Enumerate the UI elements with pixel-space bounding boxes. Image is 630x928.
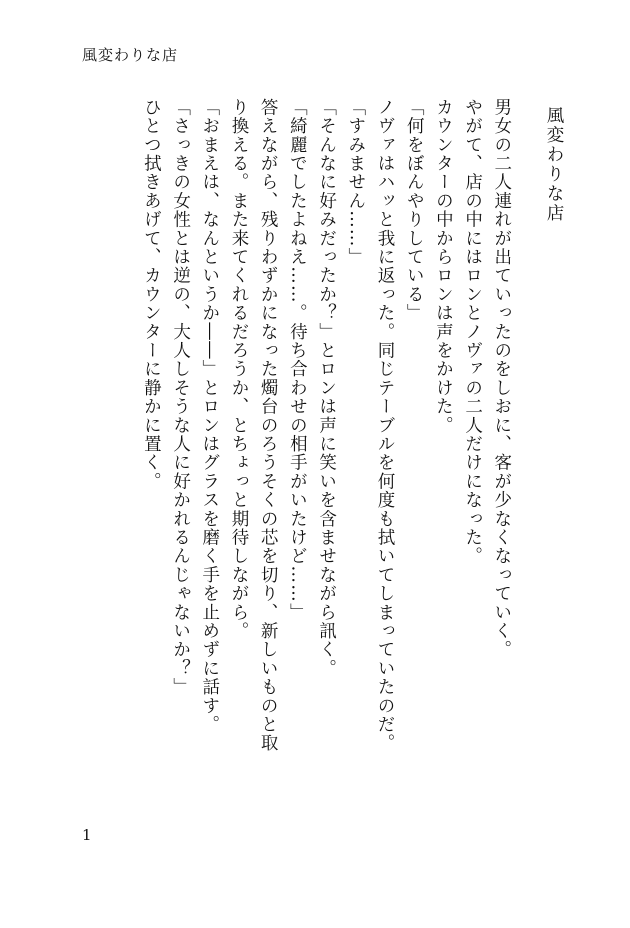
text-line: 「おまえは、なんというか――」とロンはグラスを磨く手を止めずに話す。 bbox=[199, 98, 220, 734]
text-line: ひとつ拭きあげて、カウンターに静かに置く。 bbox=[141, 98, 162, 491]
text-line: 「さっきの女性とは逆の、大人しそうな人に好かれるんじゃないか？」 bbox=[170, 98, 191, 697]
page-number: 1 bbox=[82, 826, 92, 844]
text-line: 「何をぼんやりしている」 bbox=[404, 98, 425, 323]
text-line: ノヴァはハッと我に返った。同じテーブルを何度も拭いてしまっていたのだ。 bbox=[374, 98, 395, 753]
text-line: カウンターの中からロンは声をかけた。 bbox=[433, 98, 454, 435]
running-header: 風変わりな店 bbox=[82, 46, 179, 64]
chapter-title: 風変わりな店 bbox=[544, 106, 564, 223]
vertical-text-block bbox=[136, 98, 568, 798]
text-line: り換える。また来てくれるだろうか、とちょっと期待しながら。 bbox=[228, 98, 249, 641]
text-line: 答えながら、残りわずかになった燭台のろうそくの芯を切り、新しいものと取 bbox=[258, 98, 279, 753]
text-line: 「そんなに好みだったか？」とロンは声に笑いを含ませながら訊く。 bbox=[316, 98, 337, 678]
text-line: やがて、店の中にはロンとノヴァの二人だけになった。 bbox=[462, 98, 483, 566]
text-line: 「すみません……」 bbox=[345, 98, 366, 267]
text-line: 「綺麗でしたよねえ……。待ち合わせの相手がいたけど……」 bbox=[287, 98, 308, 622]
text-line: 男女の二人連れが出ていったのをしおに、客が少なくなっていく。 bbox=[491, 98, 512, 659]
